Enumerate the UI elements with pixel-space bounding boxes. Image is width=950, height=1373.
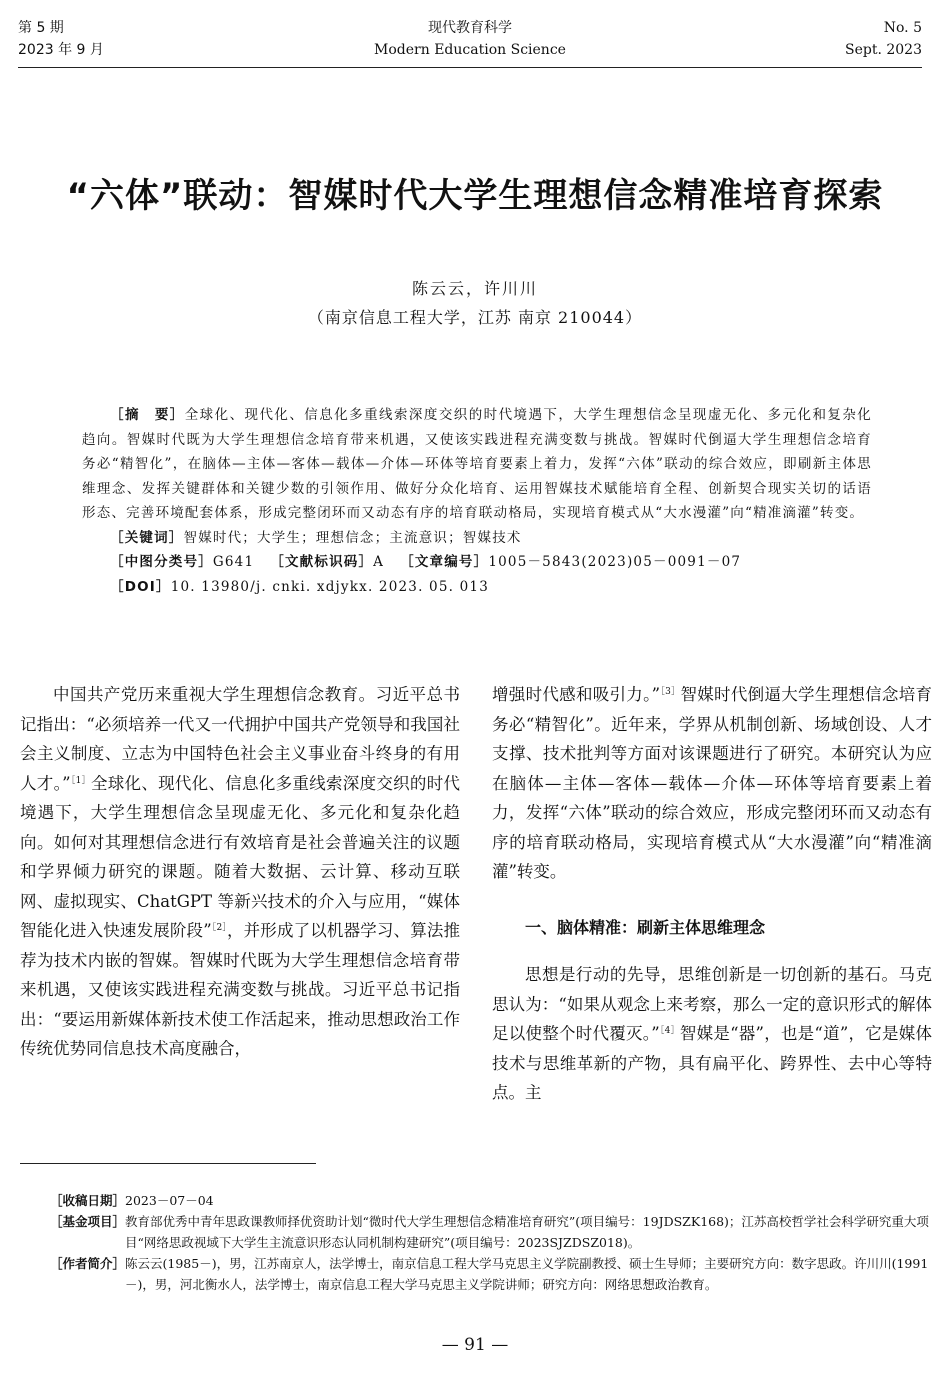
abstract-block (82, 403, 872, 599)
paragraph-text: 增强时代感和吸引力。” (492, 685, 661, 704)
fund-text: 教育部优秀中青年思政课教师择优资助计划“微时代大学生理想信念精准培育研究”(项目编号：19JDSZK168)；江苏高校哲学社会科学研究重大项目“网络思政视域下大学生主流意识形态认同机制构建研究”(项目编号：2023SJZDSZ018)。 (125, 1214, 929, 1250)
keywords-line (110, 526, 872, 551)
footnote-rule (20, 1163, 316, 1164)
author-bio-label: ［作者简介］ (50, 1256, 126, 1271)
section-heading-1: 一、脑体精准：刷新主体思维理念 (525, 917, 766, 937)
header-rule (18, 67, 922, 68)
header-date-cn: 2023 年 9 月 (18, 42, 104, 58)
citation-1: ［1］ (70, 775, 91, 786)
running-header (18, 15, 922, 65)
article-number-label: ［文章编号］ (400, 554, 489, 570)
body-column-right (492, 680, 932, 1108)
footnote-fund (50, 1211, 935, 1253)
header-date-en: Sept. 2023 (845, 42, 922, 58)
authors: 陈云云，许川川 (411, 279, 538, 298)
footnotes (50, 1190, 935, 1295)
header-journal-en: Modern Education Science (374, 42, 566, 58)
doc-code-label: ［文献标识码］ (270, 554, 374, 570)
header-center (18, 17, 922, 61)
header-right (845, 17, 922, 61)
affiliation: （南京信息工程大学，江苏 南京 210044） (307, 308, 643, 327)
body-paragraph-2 (492, 960, 932, 1108)
paragraph-text: 中国共产党历来重视大学生理想信念教育。习近平总书记指出：“必须培养一代又一代拥护中国共产党领导和我国社会主义制度、立志为中国特色社会主义事业奋斗终身的有用人才。” (20, 685, 460, 793)
paragraph-text: 智媒是“器”，也是“道”，它是媒体技术与思维革新的产物，具有扁平化、跨界性、去中心等特点。主 (492, 1024, 933, 1102)
citation-3: ［3］ (660, 687, 681, 697)
header-issue: 第 5 期 (18, 20, 64, 36)
keywords-label: ［关键词］ (110, 529, 184, 546)
doi-value: 10. 13980/j. cnki. xdjykx. 2023. 05. 013 (170, 578, 489, 595)
body-paragraph-1-continued (492, 680, 932, 887)
author-bio-text: 陈云云(1985－)，男，江苏南京人，法学博士，南京信息工程大学马克思主义学院副教授、硕士生导师；主要研究方向：数字思政。许川川(1991－)，男，河北衡水人，法学博士，南京信息工程大学马克思主义学院讲师；研究方向：网络思想政治教育。 (125, 1256, 929, 1292)
abstract-text: 全球化、现代化、信息化多重线索深度交织的时代境遇下，大学生理想信念呈现虚无化、多元化和复杂化趋向。智媒时代既为大学生理想信念培育带来机遇，又使该实践进程充满变数与挑战。智媒时代倒逼大学生理想信念培育务必“精智化”，在脑体—主体—客体—载体—介体—环体等培育要素上着力，发挥“六体”联动的综合效应，即刷新主体思维理念、发挥关键群体和关键少数的引领作用、做好分众化培育、运用智媒技术赋能培育全程、创新契合现实关切的话语形态、完善环境配套体系，形成完整闭环而又动态有序的培育联动格局，实现培育模式从“大水漫灌”向“精准滴灌”转变。 (82, 407, 873, 521)
paragraph-text: 全球化、现代化、信息化多重线索深度交织的时代境遇下，大学生理想信念呈现虚无化、多元化和复杂化趋向。如何对其理想信念进行有效培育是社会普遍关注的议题和学界倾力研究的课题。随着大数据、云计算、移动互联网、虚拟现实、ChatGPT 等新兴技术的介入与应用，“媒体智能化进入快速发展阶段” (20, 773, 461, 940)
article-title: “六体”联动：智媒时代大学生理想信念精准培育探索 (66, 176, 884, 216)
body-paragraph-1 (20, 680, 460, 1064)
footnote-author (50, 1253, 935, 1295)
classification-line (110, 550, 872, 575)
header-issue-en: No. 5 (883, 20, 922, 36)
clc-label: ［中图分类号］ (110, 554, 213, 570)
paragraph-text: 思想是行动的先导，思维创新是一切创新的基石。马克思认为：“如果从观念上来考察，那么一定的意识形式的解体足以使整个时代覆灭。” (492, 965, 932, 1043)
received-label: ［收稿日期］ (50, 1193, 126, 1208)
doi-label: ［DOI］ (110, 578, 171, 595)
citation-4: ［4］ (659, 1026, 680, 1036)
paragraph-text: 智媒时代倒逼大学生理想信念培育务必“精智化”。近年来，学界从机制创新、场域创设、人才支撑、技术批判等方面对该课题进行了研究。本研究认为应在脑体—主体—客体—载体—介体—环体等培育要素上着力，发挥“六体”联动的综合效应，形成完整闭环而又动态有序的培育联动格局，实现培育模式从“大水漫灌”向“精准滴灌”转变。 (492, 685, 933, 881)
clc-value: G641 (212, 554, 255, 570)
abstract (82, 403, 872, 526)
abstract-label: ［摘 要］ (110, 407, 185, 423)
page-number: — 91 — (441, 1335, 509, 1355)
keywords: 智媒时代；大学生；理想信念；主流意识；智媒技术 (183, 529, 522, 546)
body-column-left (20, 680, 460, 1064)
paragraph-text: ，并形成了以机器学习、算法推荐为技术内嵌的智媒。智媒时代既为大学生理想信念培育带来机遇，又使该实践进程充满变数与挑战。习近平总书记指出：“要运用新媒体新技术使工作活起来，推动思想政治工作传统优势同信息技术高度融合， (20, 921, 461, 1058)
citation-2: ［2］ (211, 923, 227, 933)
doc-code-value: A (373, 554, 385, 570)
fund-label: ［基金项目］ (50, 1214, 126, 1229)
footnote-received (50, 1190, 935, 1211)
received-date: 2023－07－04 (125, 1193, 214, 1208)
header-journal-cn: 现代教育科学 (428, 20, 512, 36)
article-number-value: 1005－5843(2023)05－0091－07 (488, 554, 742, 570)
doi-line (110, 575, 872, 600)
